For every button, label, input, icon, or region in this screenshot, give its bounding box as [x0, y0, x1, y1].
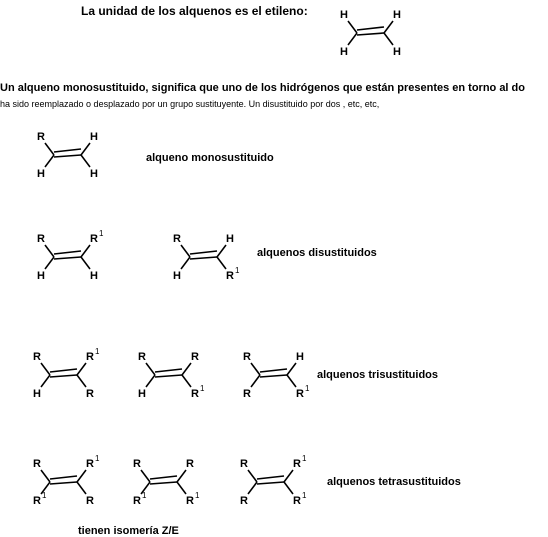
atom-top-right: R	[191, 351, 199, 363]
double-bond-line-2	[260, 375, 287, 377]
double-bond-line-1	[50, 369, 77, 372]
molecule-tetra-2	[133, 458, 200, 507]
molecule-mono	[37, 131, 98, 180]
molecule-tri-2	[138, 351, 205, 400]
double-bond-line-2	[50, 375, 77, 377]
atom-bottom-left: R	[240, 495, 248, 507]
intro-line: Un alqueno monosustituido, significa que uno de los hidrógenos que están presentes en torno al do	[0, 82, 525, 94]
bond-top-left	[141, 470, 150, 482]
atom-top-right: R	[86, 458, 94, 470]
bond-top-right	[177, 470, 186, 482]
double-bond-line-1	[357, 27, 384, 30]
atom-bottom-left: R	[133, 495, 141, 507]
atom-bottom-right-superscript: 1	[200, 384, 205, 393]
intro-subline: ha sido reemplazado o desplazado por un grupo sustituyente. Un disustituido por dos , etc, etc,	[0, 99, 380, 109]
bond-bottom-right	[81, 257, 90, 269]
atom-top-left: R	[37, 131, 45, 143]
double-bond-line-2	[54, 155, 81, 157]
bond-top-right	[81, 143, 90, 155]
bond-top-right	[217, 245, 226, 257]
label-isomeria-ze: tienen isomería Z/E	[78, 525, 179, 537]
atom-top-right-superscript: 1	[302, 454, 307, 463]
bond-top-left	[45, 143, 54, 155]
atom-bottom-right-superscript: 1	[235, 266, 240, 275]
double-bond-line-1	[155, 369, 182, 372]
atom-bottom-right: R	[191, 388, 199, 400]
bond-top-right	[77, 470, 86, 482]
molecule-di-1	[37, 229, 104, 282]
bond-top-left	[45, 245, 54, 257]
molecule-tri-1	[33, 347, 100, 400]
atom-top-right: R	[186, 458, 194, 470]
bond-bottom-right	[177, 482, 186, 494]
atom-top-right: R	[86, 351, 94, 363]
atom-bottom-left: R	[33, 495, 41, 507]
atom-bottom-left: H	[33, 388, 41, 400]
bond-top-left	[248, 470, 257, 482]
atom-top-right: H	[393, 9, 401, 21]
molecule-ethylene	[340, 9, 401, 58]
atom-top-left: R	[133, 458, 141, 470]
atom-bottom-left: R	[243, 388, 251, 400]
label-disustituidos: alquenos disustituidos	[257, 247, 377, 259]
bond-bottom-left	[348, 33, 357, 45]
label-monosustituido: alqueno monosustituido	[146, 152, 274, 164]
atom-top-right: R	[90, 233, 98, 245]
bond-bottom-right	[384, 33, 393, 45]
atom-bottom-right: H	[393, 46, 401, 58]
double-bond-line-2	[150, 482, 177, 484]
atom-bottom-left-superscript: 1	[42, 491, 47, 500]
bond-bottom-right	[284, 482, 293, 494]
atom-top-right: R	[293, 458, 301, 470]
atom-top-right-superscript: 1	[95, 454, 100, 463]
double-bond-line-2	[357, 33, 384, 35]
heading: La unidad de los alquenos es el etileno:	[81, 4, 308, 18]
double-bond-line-2	[190, 257, 217, 259]
atom-top-right-superscript: 1	[99, 229, 104, 238]
atom-top-right: H	[90, 131, 98, 143]
bond-top-right	[287, 363, 296, 375]
atom-bottom-right: R	[296, 388, 304, 400]
bond-top-right	[284, 470, 293, 482]
double-bond-line-1	[54, 251, 81, 254]
atom-top-left: R	[240, 458, 248, 470]
double-bond-line-1	[257, 476, 284, 479]
double-bond-line-1	[50, 476, 77, 479]
atom-bottom-left: H	[37, 270, 45, 282]
atom-bottom-right-superscript: 1	[302, 491, 307, 500]
bond-bottom-right	[182, 375, 191, 387]
bond-bottom-left	[181, 257, 190, 269]
bond-bottom-right	[287, 375, 296, 387]
atom-bottom-right: R	[293, 495, 301, 507]
bond-top-left	[251, 363, 260, 375]
bond-bottom-left	[251, 375, 260, 387]
atom-bottom-left: H	[173, 270, 181, 282]
bond-top-left	[181, 245, 190, 257]
atom-bottom-right: R	[226, 270, 234, 282]
atom-bottom-right: R	[86, 388, 94, 400]
bond-top-right	[81, 245, 90, 257]
double-bond-line-1	[150, 476, 177, 479]
atom-top-left: R	[138, 351, 146, 363]
atom-bottom-right: R	[86, 495, 94, 507]
molecule-di-2	[173, 233, 240, 282]
bond-bottom-left	[248, 482, 257, 494]
double-bond-line-1	[260, 369, 287, 372]
atom-bottom-right: H	[90, 270, 98, 282]
double-bond-line-2	[155, 375, 182, 377]
atom-bottom-right: R	[186, 495, 194, 507]
bond-top-right	[77, 363, 86, 375]
atom-top-left: R	[37, 233, 45, 245]
label-trisustituidos: alquenos trisustituidos	[317, 369, 439, 381]
atom-bottom-right-superscript: 1	[305, 384, 310, 393]
bond-top-left	[41, 363, 50, 375]
atom-bottom-left: H	[340, 46, 348, 58]
bond-bottom-right	[81, 155, 90, 167]
bond-bottom-left	[45, 155, 54, 167]
bond-top-right	[384, 21, 393, 33]
bond-bottom-left	[41, 375, 50, 387]
atom-bottom-left-superscript: 1	[142, 491, 147, 500]
atom-top-left: R	[243, 351, 251, 363]
bond-bottom-right	[77, 375, 86, 387]
atom-top-left: H	[340, 9, 348, 21]
atom-bottom-right: H	[90, 168, 98, 180]
bond-top-left	[146, 363, 155, 375]
molecule-tri-3	[243, 351, 310, 400]
atom-bottom-left: H	[138, 388, 146, 400]
bond-bottom-left	[45, 257, 54, 269]
bond-top-right	[182, 363, 191, 375]
atom-top-left: R	[173, 233, 181, 245]
bond-bottom-left	[146, 375, 155, 387]
double-bond-line-2	[54, 257, 81, 259]
molecule-tetra-1	[33, 454, 100, 507]
double-bond-line-1	[190, 251, 217, 254]
bond-top-left	[41, 470, 50, 482]
double-bond-line-2	[50, 482, 77, 484]
atom-top-left: R	[33, 351, 41, 363]
bond-top-left	[348, 21, 357, 33]
bond-bottom-right	[217, 257, 226, 269]
bond-bottom-right	[77, 482, 86, 494]
atom-top-left: R	[33, 458, 41, 470]
molecule-tetra-3	[240, 454, 307, 507]
atom-top-right: H	[296, 351, 304, 363]
label-tetrasustituidos: alquenos tetrasustituidos	[327, 476, 461, 488]
atom-bottom-left: H	[37, 168, 45, 180]
double-bond-line-1	[54, 149, 81, 152]
double-bond-line-2	[257, 482, 284, 484]
atom-top-right: H	[226, 233, 234, 245]
atom-top-right-superscript: 1	[95, 347, 100, 356]
atom-bottom-right-superscript: 1	[195, 491, 200, 500]
